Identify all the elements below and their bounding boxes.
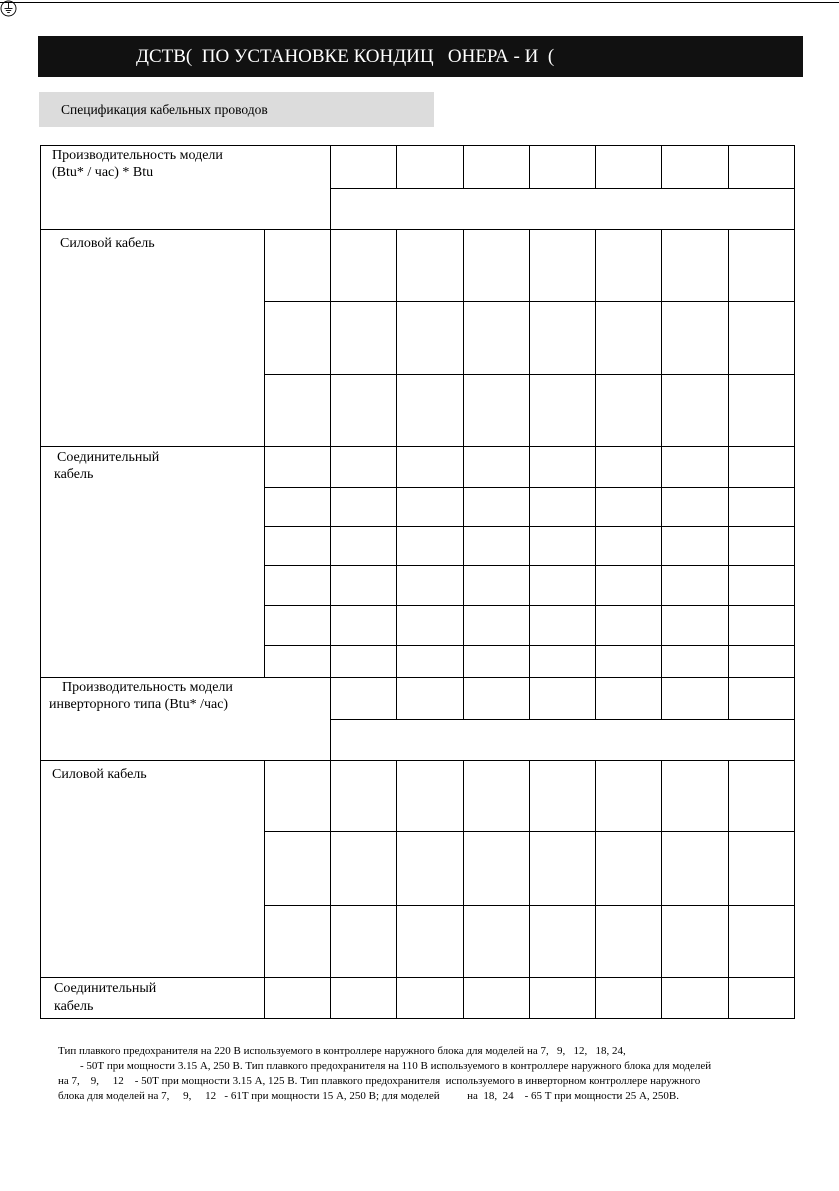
note-line: на 7, 9, 12 - 50Т при мощности 3.15 А, 125 В. Тип плавкого предохранителя используемого в инверторном контроллере наружного: [58, 1075, 701, 1087]
connecting-cable-2-label-line1: Соединительный: [54, 981, 157, 996]
block1-title-line1: Производительность модели: [52, 148, 223, 163]
block2-title-line2: инверторного типа (Btu* /час): [49, 697, 229, 712]
section-label: [39, 92, 434, 127]
note-line: - 50Т при мощности 3.15 А, 250 В. Тип плавкого предохранителя на 110 В используемого в контроллере наружного блока для моделей: [58, 1060, 712, 1072]
note-line: блока для моделей на 7, 9, 12 - 61Т при мощности 15 А, 250 В; для моделей на 18, 24 - 65 Т при мощности 25 А, 250В.: [58, 1090, 679, 1102]
banner-title: ДСТВ( ПО УСТАНОВКЕ КОНДИЦ ОНЕРА - И (: [136, 46, 555, 67]
connecting-cable-2-label-line2: кабель: [54, 999, 94, 1014]
page-header-banner: [38, 36, 803, 77]
section-title: Спецификация кабельных проводов: [61, 102, 268, 117]
power-cable-label: Силовой кабель: [60, 236, 155, 251]
power-cable-label-2: Силовой кабель: [52, 767, 147, 782]
top-rule: [0, 2, 839, 3]
block2-title-line1: Производительность модели: [62, 680, 233, 695]
connecting-cable-label-line2: кабель: [54, 467, 94, 482]
block1-title-line2: (Btu* / час) * Btu: [52, 165, 154, 180]
connecting-cable-label-line1: Соединительный: [57, 450, 160, 465]
fuse-notes: [58, 1044, 818, 1104]
note-line: Тип плавкого предохранителя на 220 В используемого в контроллере наружного блока для моделей на 7, 9, 12, 18, 24,: [58, 1045, 626, 1057]
